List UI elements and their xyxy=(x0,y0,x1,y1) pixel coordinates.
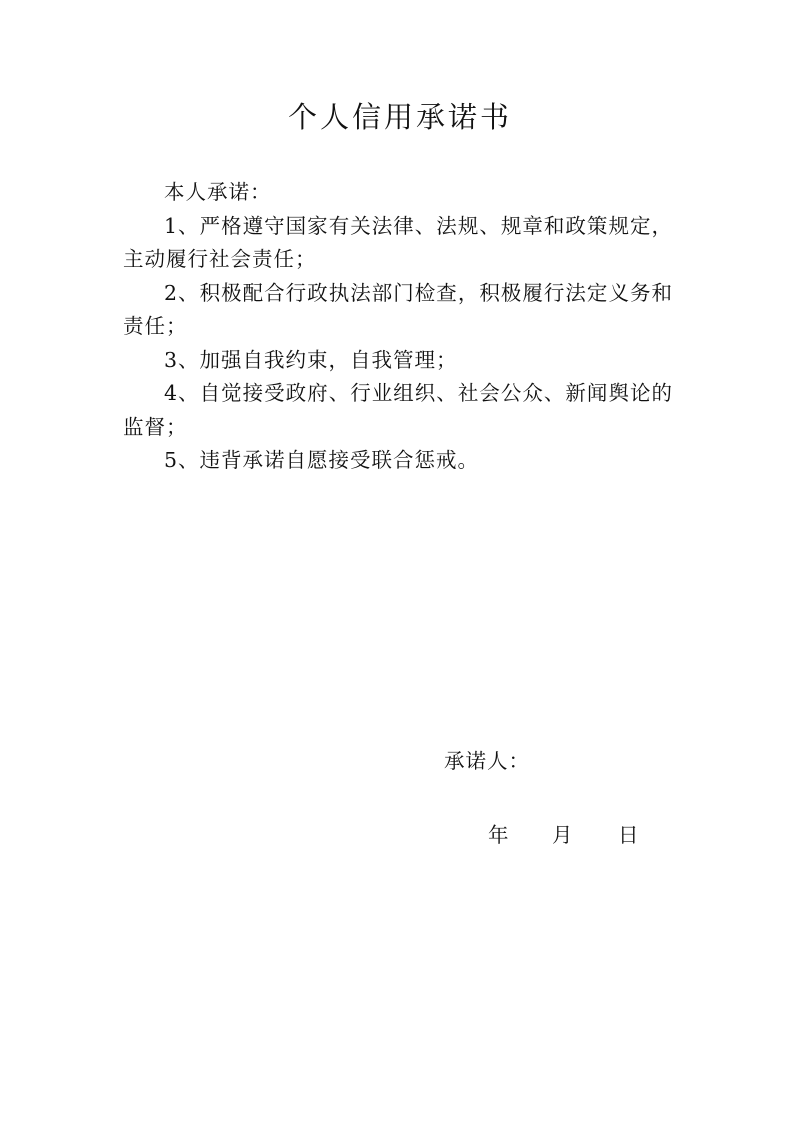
date-day-label: 日 xyxy=(618,823,639,847)
commitment-item-5: 5、违背承诺自愿接受联合惩戒。 xyxy=(164,448,480,472)
commitment-item-2: 2、积极配合行政执法部门检查，积极履行法定义务和责任； xyxy=(123,280,673,338)
date-year-label: 年 xyxy=(488,823,509,847)
intro-paragraph: 本人承诺： xyxy=(164,180,272,204)
commitment-item-1: 1、严格遵守国家有关法律、法规、规章和政策规定，主动履行社会责任； xyxy=(123,213,673,271)
commitment-item-3: 3、加强自我约束，自我管理； xyxy=(164,347,458,372)
date-month-label: 月 xyxy=(552,823,573,847)
signature-label: 承诺人： xyxy=(444,749,530,773)
document-body xyxy=(123,176,673,478)
commitment-item-4: 4、自觉接受政府、行业组织、社会公众、新闻舆论的监督； xyxy=(123,381,673,439)
document-title: 个人信用承诺书 xyxy=(287,100,512,134)
